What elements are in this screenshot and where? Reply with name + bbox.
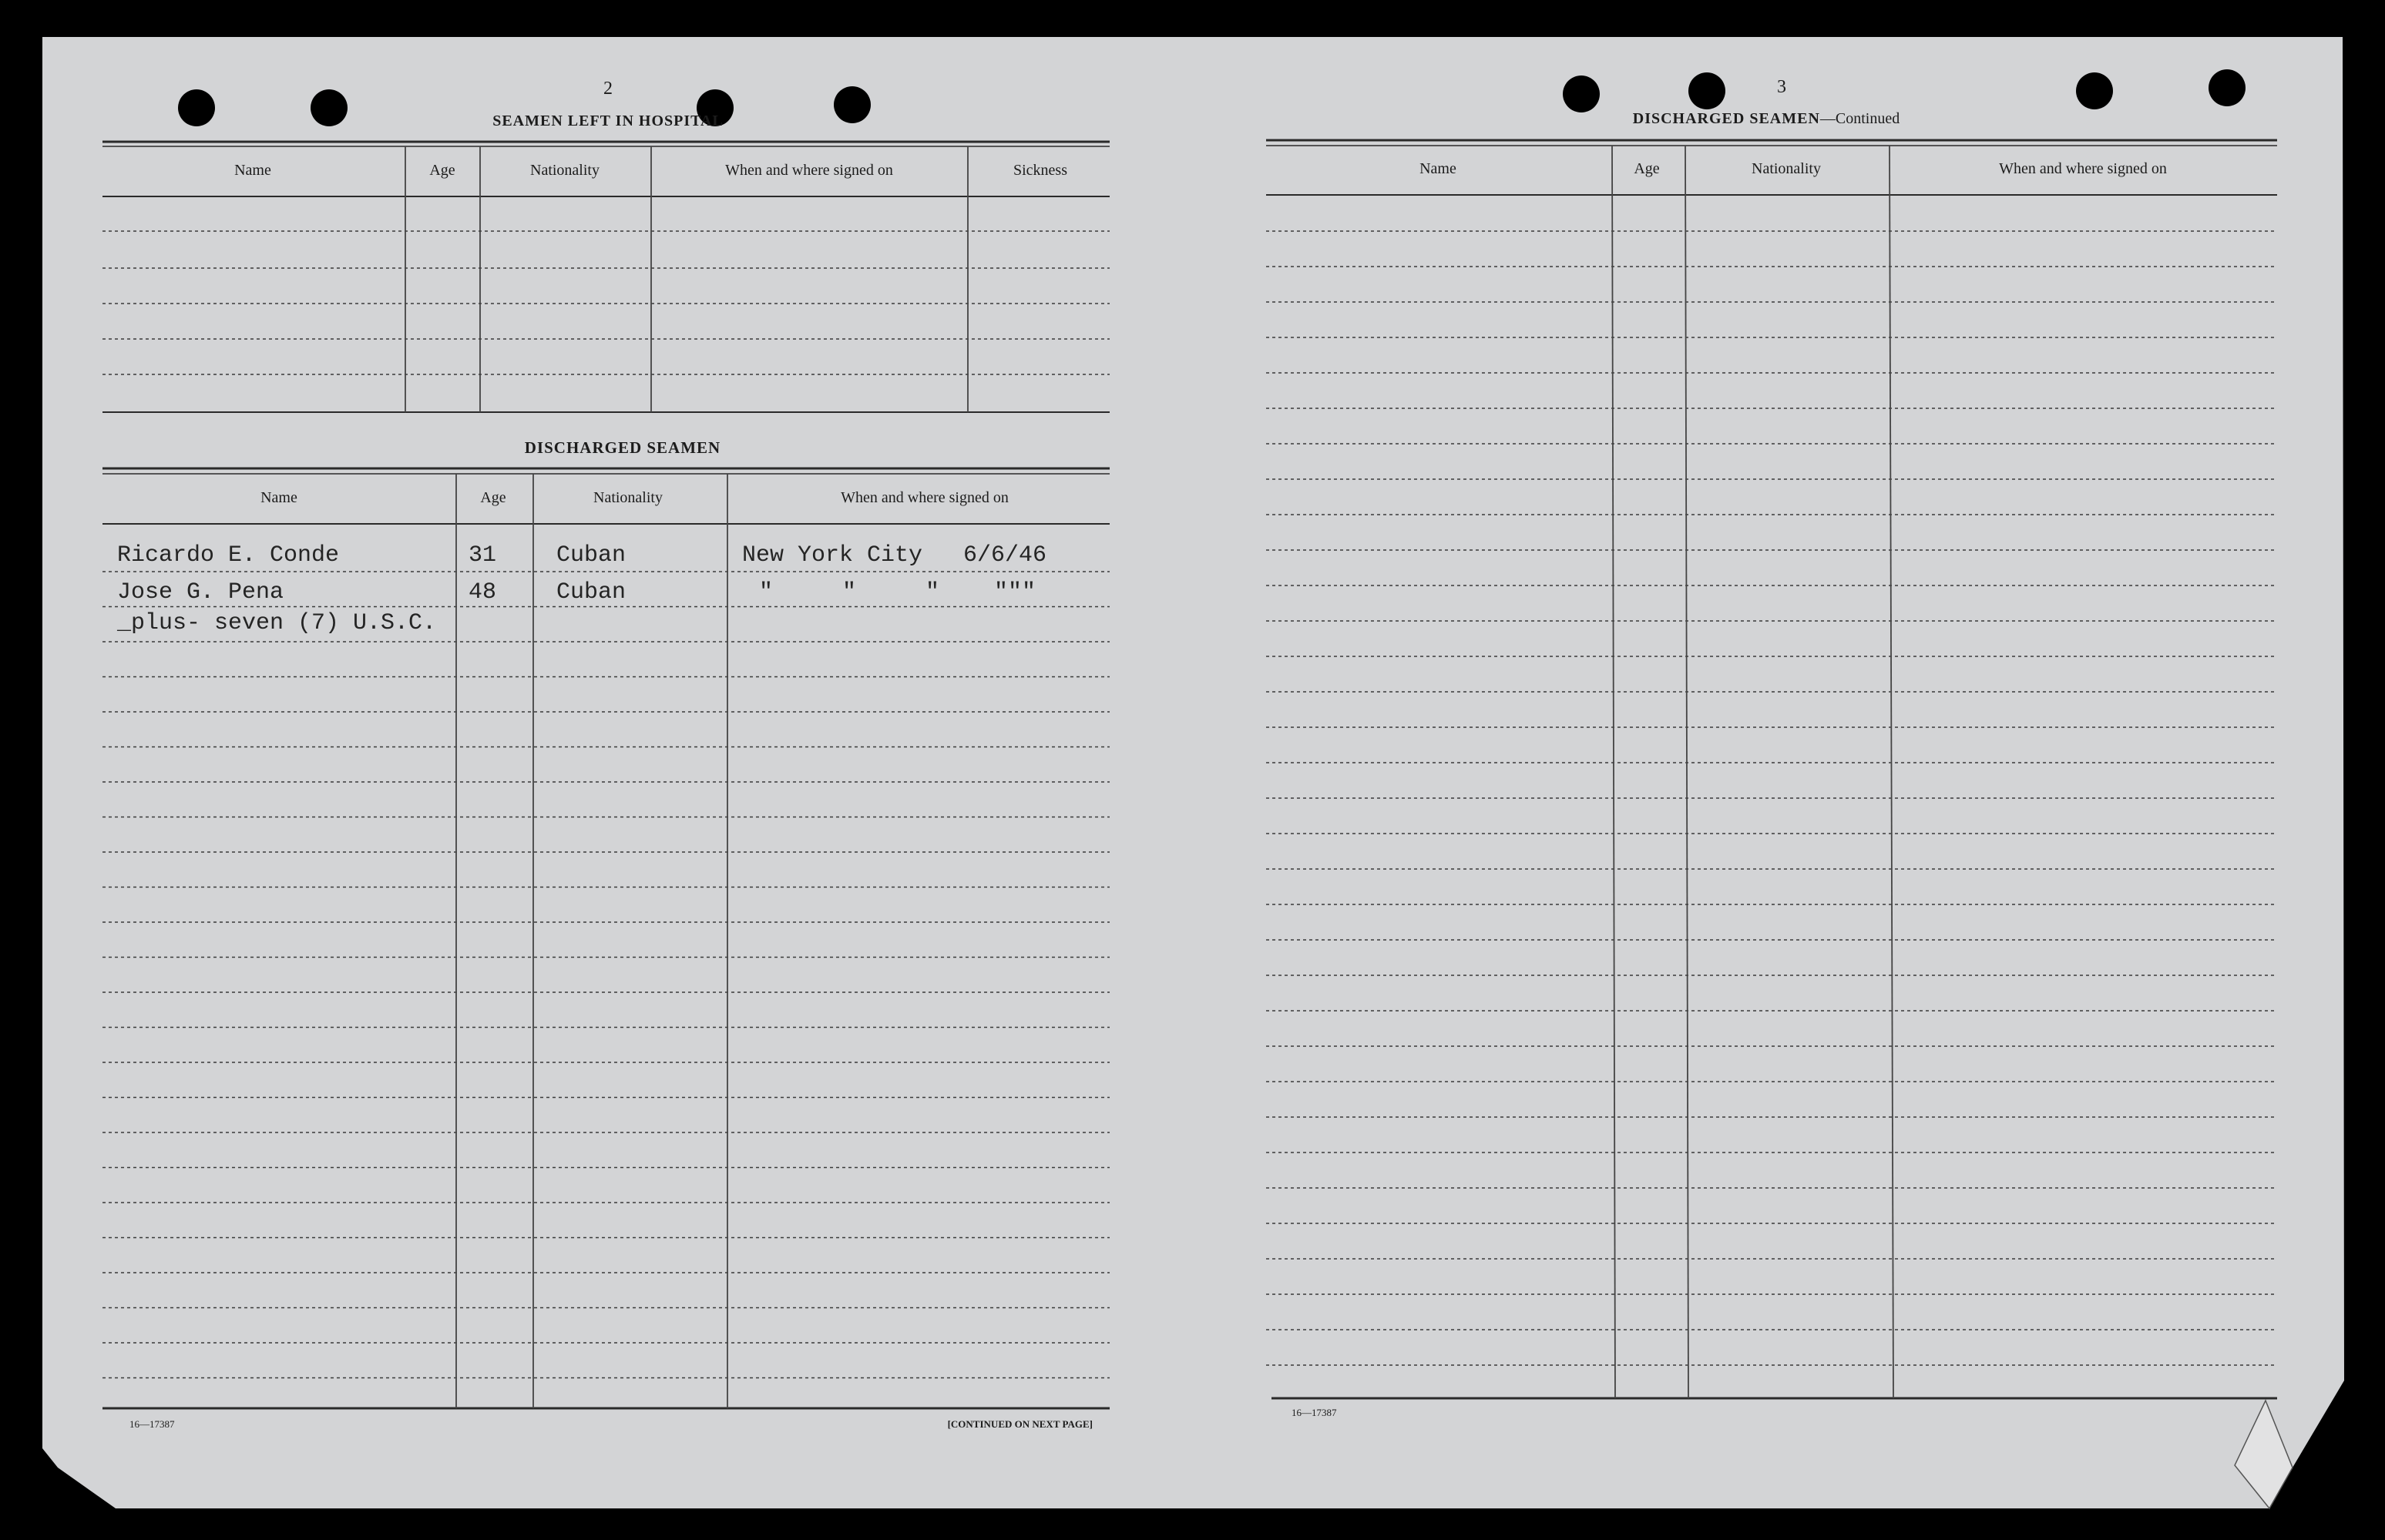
column-header-nationality: Nationality — [530, 162, 600, 179]
column-header-name: Name — [234, 162, 271, 179]
paper-sheet — [42, 37, 2344, 1508]
table-row — [116, 610, 436, 636]
section-title — [1633, 110, 1900, 127]
column-header-age: Age — [429, 162, 455, 179]
seaman-age: 31 — [469, 542, 497, 569]
section-title-main: DISCHARGED SEAMEN — [1632, 110, 1820, 127]
form-number: 16—17387 — [1292, 1407, 1337, 1418]
punch-hole — [2209, 69, 2246, 106]
column-header-sickness: Sickness — [1013, 162, 1067, 179]
section-title-suffix: —Continued — [1819, 110, 1900, 127]
punch-hole — [834, 86, 871, 123]
seaman-name: Jose G. Pena — [117, 579, 284, 606]
signed-on-place: New York City — [742, 542, 923, 569]
hospital-section-title: SEAMEN LEFT IN HOSPITAL — [492, 112, 724, 129]
discharged-section-title: DISCHARGED SEAMEN — [524, 438, 721, 457]
form-number: 16—17387 — [129, 1418, 175, 1430]
column-header-signed-on: When and where signed on — [725, 162, 893, 179]
column-header-name: Name — [260, 489, 297, 506]
table-row — [117, 579, 1036, 606]
punch-hole — [2076, 72, 2113, 109]
column-header-age: Age — [1634, 160, 1660, 177]
column-header-nationality: Nationality — [1752, 160, 1821, 177]
column-header-name: Name — [1419, 160, 1456, 177]
seaman-nationality: Cuban — [556, 542, 626, 569]
signed-on-date: """ — [994, 579, 1036, 606]
seaman-name: _plus- seven (7) U.S.C. — [117, 610, 437, 636]
continued-note: [CONTINUED ON NEXT PAGE] — [947, 1418, 1093, 1430]
column-header-signed-on: When and where signed on — [841, 489, 1009, 506]
punch-hole — [1688, 72, 1725, 109]
punch-hole — [178, 89, 215, 126]
column-header-age: Age — [480, 489, 506, 506]
page-number: 2 — [603, 79, 613, 99]
column-header-nationality: Nationality — [593, 489, 663, 506]
punch-hole — [311, 89, 348, 126]
punch-hole — [1563, 75, 1600, 112]
seaman-nationality: Cuban — [556, 579, 626, 606]
signed-on-place: " " " — [759, 579, 940, 606]
page-number: 3 — [1777, 77, 1786, 97]
column-header-signed-on: When and where signed on — [1999, 160, 2167, 177]
signed-on-date: 6/6/46 — [963, 542, 1047, 569]
table-row — [117, 542, 1046, 569]
seaman-name: Ricardo E. Conde — [117, 542, 340, 569]
seaman-age: 48 — [469, 579, 497, 606]
